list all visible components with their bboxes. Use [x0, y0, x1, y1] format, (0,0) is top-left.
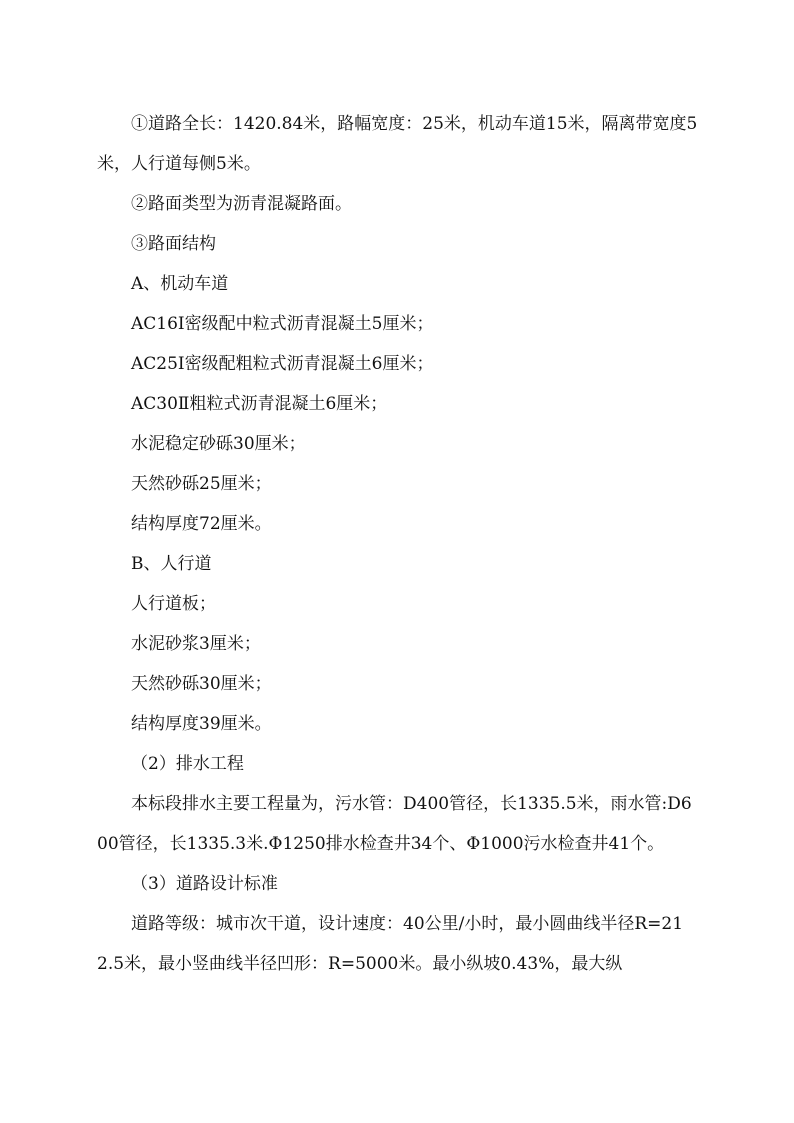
document-body [97, 104, 699, 984]
sidewalk-heading: B、人行道 [131, 554, 212, 574]
design-standard-heading: （3）道路设计标准 [131, 874, 278, 894]
drainage-heading: （2）排水工程 [131, 754, 244, 774]
sidewalk-layer-board: 人行道板； [131, 594, 216, 614]
structure-layer-ac30: AC30Ⅱ粗粒式沥青混凝土6厘米； [131, 394, 388, 414]
sidewalk-thickness: 结构厚度39厘米。 [131, 714, 272, 734]
drainage-paragraph: 本标段排水主要工程量为，污水管：D400管径，长1335.5米，雨水管:D600管径，长1335.3米.Φ1250排水检查井34个、Φ1000污水检查井41个。 [97, 794, 692, 854]
pavement-structure-heading: ③路面结构 [131, 234, 216, 254]
sidewalk-layer-mortar: 水泥砂浆3厘米； [131, 634, 261, 654]
structure-layer-cement-gravel: 水泥稳定砂砾30厘米； [131, 434, 306, 454]
structure-layer-ac25: AC25Ⅰ密级配粗粒式沥青混凝土6厘米； [131, 354, 434, 374]
motor-lane-heading: A、机动车道 [131, 274, 229, 294]
motor-lane-thickness: 结构厚度72厘米。 [131, 514, 272, 534]
road-length-paragraph: ①道路全长：1420.84米，路幅宽度：25米，机动车道15米，隔离带宽度5米，人行道每侧5米。 [97, 114, 698, 174]
sidewalk-layer-gravel: 天然砂砾30厘米； [131, 674, 272, 694]
structure-layer-natural-gravel: 天然砂砾25厘米； [131, 474, 272, 494]
pavement-type-paragraph: ②路面类型为沥青混凝路面。 [131, 194, 352, 214]
design-standard-paragraph: 道路等级：城市次干道，设计速度：40公里/小时，最小圆曲线半径R=212.5米，最小竖曲线半径凹形：R=5000米。最小纵坡0.43%，最大纵 [97, 914, 684, 974]
structure-layer-ac16: AC16Ⅰ密级配中粒式沥青混凝土5厘米； [131, 314, 434, 334]
